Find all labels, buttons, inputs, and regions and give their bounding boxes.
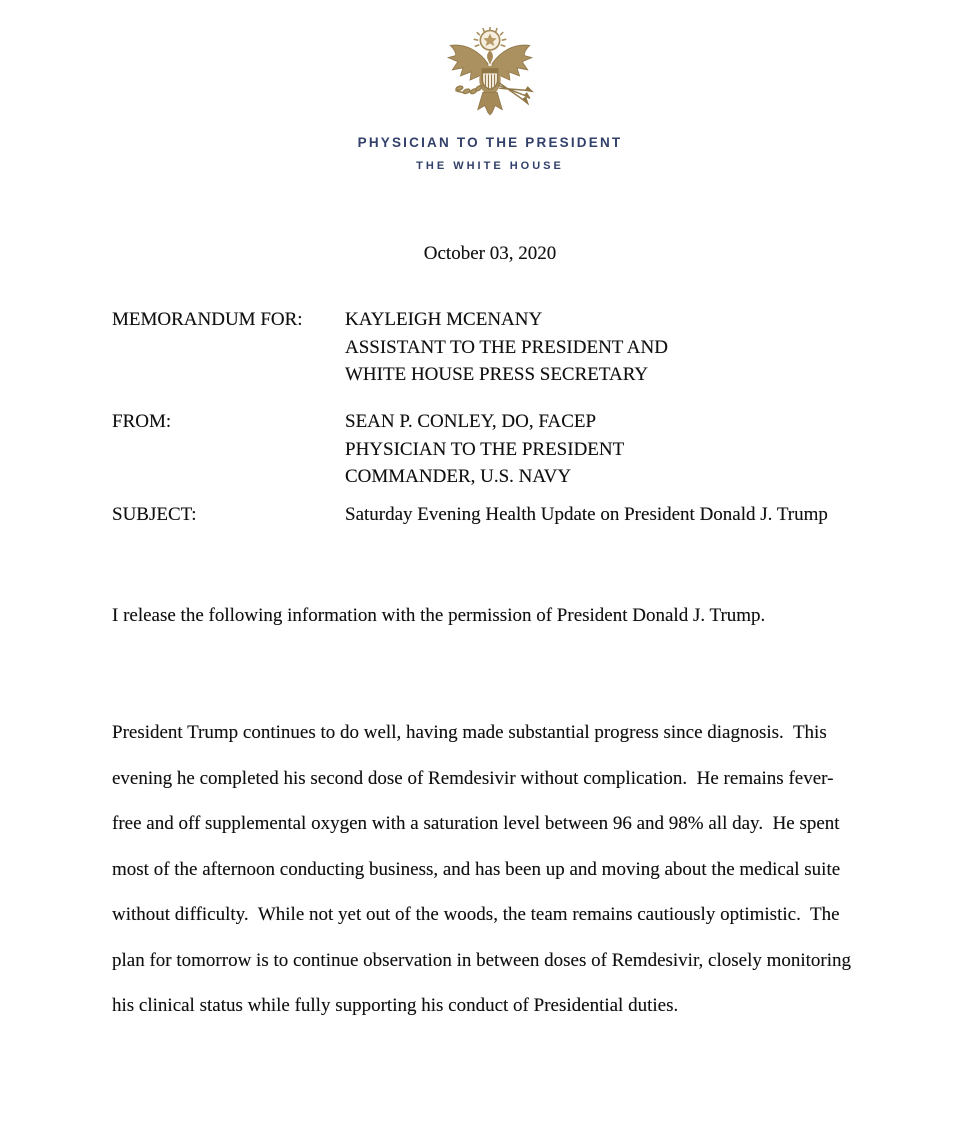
release-statement: I release the following information with the permission of President Donald J. Trump. [112,605,766,626]
document-date: October 03, 2020 [423,243,557,264]
memo-from-line-3: COMMANDER, U.S. NAVY [345,466,572,487]
memo-subject-line-1: Saturday Evening Health Update on President Donald J. Trump [345,504,828,525]
body-line-5: without difficulty. While not yet out of the woods, the team remains cautiously optimistic. The [112,904,840,925]
memo-to-line-3: WHITE HOUSE PRESS SECRETARY [345,364,649,385]
letterhead-office-title: PHYSICIAN TO THE PRESIDENT [357,135,623,150]
body-line-7: his clinical status while fully supporting his conduct of Presidential duties. [112,995,679,1016]
body-line-1: President Trump continues to do well, having made substantial progress since diagnosis. This [112,722,827,743]
memo-to-line-2: ASSISTANT TO THE PRESIDENT AND [345,336,668,358]
memo-from-label: FROM: [112,411,172,432]
memo-from-line-1: SEAN P. CONLEY, DO, FACEP [345,411,597,432]
memo-from-line-2: PHYSICIAN TO THE PRESIDENT [345,438,625,460]
memo-subject-value [345,501,828,529]
memo-to-line-1: KAYLEIGH MCENANY [345,309,543,330]
body-line-2: evening he completed his second dose of Remdesivir without complication. He remains fever- [112,767,834,789]
body-paragraph [112,710,912,1029]
memo-from-row [112,408,624,491]
memo-to-label: MEMORANDUM FOR: [112,309,303,330]
body-line-6: plan for tomorrow is to continue observation in between doses of Remdesivir, closely monitoring [112,949,852,971]
memo-subject-row [112,501,828,529]
memo-to-value [345,306,668,389]
memo-subject-label: SUBJECT: [112,504,197,525]
presidential-seal-icon [442,26,538,128]
letterhead-org-title: THE WHITE HOUSE [416,160,564,172]
body-line-3: free and off supplemental oxygen with a saturation level between 96 and 98% all day. He spent [112,813,840,834]
body-line-4: most of the afternoon conducting business, and has been up and moving about the medical suite [112,858,841,880]
memo-to-row [112,306,668,389]
memo-from-value [345,408,624,491]
